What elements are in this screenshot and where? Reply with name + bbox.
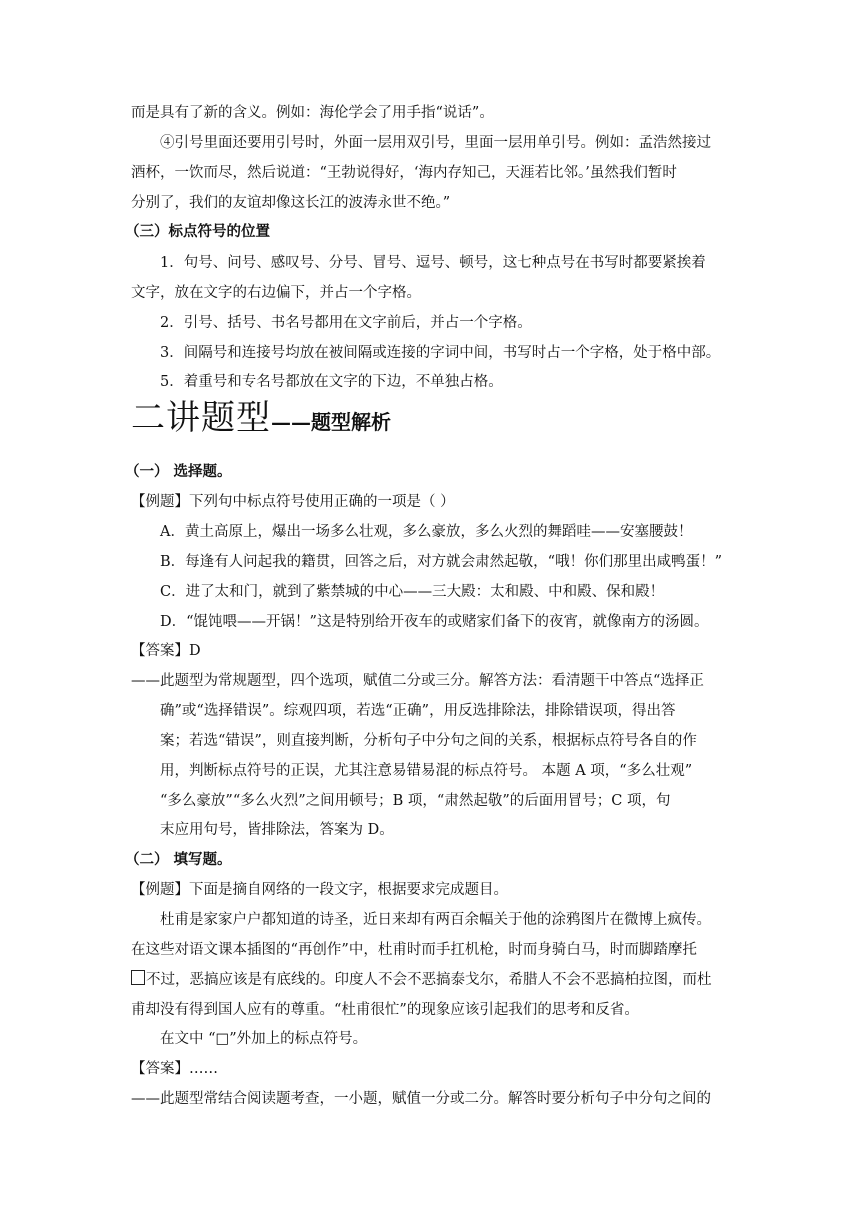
text-line: 确”或“选择错误”。综观四项，若选“正确”，用反选排除法，排除错误项，得出答 bbox=[160, 703, 676, 719]
text-line: 用，判断标点符号的正误，尤其注意易错易混的标点符号。 本题 A 项，“多么壮观” bbox=[160, 763, 693, 779]
example-question: 【例题】下面是摘自网络的一段文字，根据要求完成题目。 bbox=[131, 882, 508, 898]
text-line: 1．句号、问号、感叹号、分号、冒号、逗号、顿号，这七种点号在书写时都要紧挨着 bbox=[160, 255, 706, 271]
text-line: 3．间隔号和连接号均放在被间隔或连接的字词中间，书写时占一个字格，处于格中部。 bbox=[160, 345, 721, 361]
text-line: 酒杯，一饮而尽，然后说道：“王勃说得好，‘海内存知己，天涯若比邻。’虽然我们暂时 bbox=[131, 165, 677, 181]
text-line: 而是具有了新的含义。例如：海伦学会了用手指“说话”。 bbox=[131, 105, 494, 121]
text-line-with-box bbox=[131, 970, 712, 990]
lecture-title-sub: ——题型解析 bbox=[271, 410, 391, 434]
option-c: C．进了太和门，就到了紫禁城的中心——三大殿：太和殿、中和殿、保和殿！ bbox=[160, 584, 665, 600]
option-b: B．每逢有人问起我的籍贯，回答之后，对方就会肃然起敬，“哦！你们那里出咸鸭蛋！” bbox=[160, 554, 722, 570]
blank-box-icon bbox=[131, 970, 145, 985]
text-line: 5．着重号和专名号都放在文字的下边，不单独占格。 bbox=[160, 374, 503, 390]
text-line: 在这些对语文课本插图的“再创作”中，杜甫时而手扛机枪，时而身骑白马，时而脚踏摩托 bbox=[131, 942, 697, 958]
text-line: 案；若选“错误”，则直接判断，分析句子中分句之间的关系，根据标点符号各自的作 bbox=[160, 733, 697, 749]
text-line: 不过，恶搞应该是有底线的。印度人不会不恶搞泰戈尔，希腊人不会不恶搞柏拉图，而杜 bbox=[146, 972, 712, 988]
lecture-title bbox=[131, 398, 391, 444]
text-line: ——此题型常结合阅读题考查，一小题，赋值一分或二分。解答时要分析句子中分句之间的 bbox=[131, 1091, 711, 1107]
answer-label: 【答案】D bbox=[131, 643, 201, 659]
text-line: “多么豪放”“多么火烈”之间用顿号；B 项，“肃然起敬”的后面用冒号；C 项，句 bbox=[160, 793, 671, 809]
text-line: ——此题型为常规题型，四个选项，赋值二分或三分。解答方法：看清题干中答点“选择正 bbox=[131, 673, 704, 689]
answer-label: 【答案】…… bbox=[131, 1061, 218, 1077]
lecture-title-main: 二讲题型 bbox=[131, 398, 271, 438]
section-heading: （二） 填写题。 bbox=[125, 851, 232, 868]
text-line: 分别了，我们的友谊却像这长江的波涛永世不绝。” bbox=[131, 195, 451, 211]
text-line: 杜甫是家家户户都知道的诗圣，近日来却有两百余幅关于他的涂鸦图片在微博上疯传。 bbox=[160, 912, 711, 928]
text-line: 末应用句号，皆排除法，答案为 D。 bbox=[160, 822, 394, 838]
text-line: 文字，放在文字的右边偏下，并占一个字格。 bbox=[131, 285, 421, 301]
section-heading: （三）标点符号的位置 bbox=[125, 223, 270, 240]
text-line: 2．引号、括号、书名号都用在文字前后，并占一个字格。 bbox=[160, 315, 532, 331]
section-heading: （一） 选择题。 bbox=[125, 463, 232, 480]
option-a: A．黄土高原上，爆出一场多么壮观，多么豪放，多么火烈的舞蹈哇——安塞腰鼓！ bbox=[160, 524, 693, 540]
text-line: ④引号里面还要用引号时，外面一层用双引号，里面一层用单引号。例如：孟浩然接过 bbox=[160, 135, 711, 151]
option-d: D．“馄饨喂——开锅！”这是特别给开夜车的或赌家们备下的夜宵，就像南方的汤圆。 bbox=[160, 614, 709, 630]
text-line: 甫却没有得到国人应有的尊重。“杜甫很忙”的现象应该引起我们的思考和反省。 bbox=[131, 1002, 639, 1018]
example-question: 【例题】下列句中标点符号使用正确的一项是（ ） bbox=[131, 494, 455, 510]
task-prompt: 在文中 “□”外加上的标点符号。 bbox=[160, 1031, 368, 1047]
